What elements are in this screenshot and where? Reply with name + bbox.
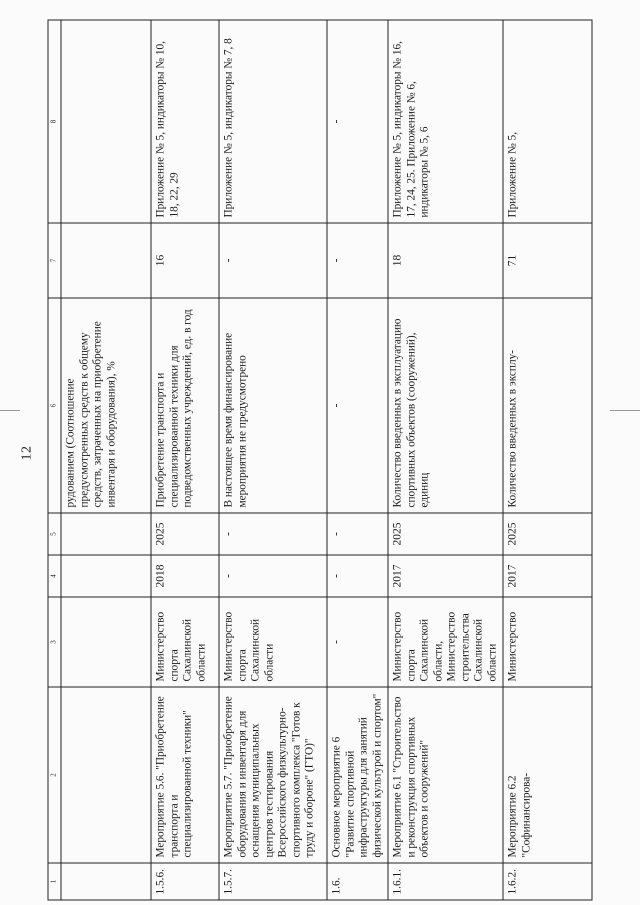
row-number: 1.5.6. bbox=[151, 863, 219, 900]
table-row bbox=[61, 20, 151, 900]
measure-name bbox=[61, 687, 151, 863]
value: - bbox=[219, 223, 327, 298]
start-year: 2017 bbox=[503, 555, 592, 597]
value: 16 bbox=[151, 223, 219, 298]
table-row bbox=[151, 20, 219, 900]
measure-name: Основное мероприятие 6 "Развитие спортивной инфраструктуры для занятий физической культурой и спортом" bbox=[327, 687, 388, 863]
rotated-table-sheet bbox=[48, 21, 593, 901]
note: Приложение № 5, индикаторы № 10, 18, 22, 29 bbox=[151, 20, 219, 223]
measures-table bbox=[48, 20, 593, 901]
row-number bbox=[61, 863, 151, 900]
start-year: 2018 bbox=[151, 555, 219, 597]
row-number: 1.6.1. bbox=[388, 863, 503, 900]
executor: Министерство спорта Сахалинской области, Министерство строительства Сахалинской области bbox=[388, 597, 503, 687]
end-year: - bbox=[327, 513, 388, 555]
table-row bbox=[388, 20, 503, 900]
table-row bbox=[503, 20, 592, 900]
note: Приложение № 5, bbox=[503, 20, 592, 223]
value: 71 bbox=[503, 223, 592, 298]
executor: Министерство спорта Сахалинской области bbox=[219, 597, 327, 687]
row-number: 1.6.2. bbox=[503, 863, 592, 900]
end-year: 2025 bbox=[503, 513, 592, 555]
executor: Министерство bbox=[503, 597, 592, 687]
header-cell: 7 bbox=[48, 223, 61, 298]
row-number: 1.6. bbox=[327, 863, 388, 900]
indicator: рудованием (Соотношение предусмотренных средств к общему средств, затраченных на приобретение инвентаря и оборудования), % bbox=[61, 298, 151, 513]
indicator: - bbox=[327, 298, 388, 513]
scan-artifact-line bbox=[610, 410, 640, 411]
measure-name: Мероприятие 6.1 "Строительство и реконструкция спортивных объектов и сооружений" bbox=[388, 687, 503, 863]
table-row bbox=[327, 20, 388, 900]
header-cell: 3 bbox=[48, 597, 61, 687]
executor: Министерство спорта Сахалинской области bbox=[151, 597, 219, 687]
executor: - bbox=[327, 597, 388, 687]
table-row bbox=[219, 20, 327, 900]
note: - bbox=[327, 20, 388, 223]
header-cell: 8 bbox=[48, 20, 61, 223]
header-cell: 4 bbox=[48, 555, 61, 597]
note: Приложение № 5, индикаторы № 16, 17, 24, 25. Приложение № 6, индикаторы № 5, 6 bbox=[388, 20, 503, 223]
end-year: 2025 bbox=[151, 513, 219, 555]
header-cell: 5 bbox=[48, 513, 61, 555]
header-cell: 1 bbox=[48, 863, 61, 900]
start-year: - bbox=[327, 555, 388, 597]
value bbox=[61, 223, 151, 298]
indicator: Количество введенных в эксплу- bbox=[503, 298, 592, 513]
row-number: 1.5.7. bbox=[219, 863, 327, 900]
start-year: - bbox=[219, 555, 327, 597]
indicator: Количество введенных в эксплуатацию спортивных объектов (сооружений), единиц bbox=[388, 298, 503, 513]
start-year: 2017 bbox=[388, 555, 503, 597]
measure-name: Мероприятие 5.6. "Приобретение транспорта и специализированной техники" bbox=[151, 687, 219, 863]
page-number: 12 bbox=[19, 445, 35, 461]
note bbox=[61, 20, 151, 223]
end-year: 2025 bbox=[388, 513, 503, 555]
measure-name: Мероприятие 5.7. "Приобретение оборудования и инвентаря для оснащения муниципальных центров тестирования Всероссийского физкультурно-спортивного комплекса "Готов к труду и обороне" (ГТО)" bbox=[219, 687, 327, 863]
measure-name: Мероприятие 6.2 "Софинансирова- bbox=[503, 687, 592, 863]
value: - bbox=[327, 223, 388, 298]
scan-artifact-line bbox=[0, 410, 20, 411]
executor bbox=[61, 597, 151, 687]
value: 18 bbox=[388, 223, 503, 298]
end-year bbox=[61, 513, 151, 555]
indicator: Приобретение транспорта и специализированной техники для подведомственных учреждений, ед. в год bbox=[151, 298, 219, 513]
header-cell: 2 bbox=[48, 687, 61, 863]
header-cell: 6 bbox=[48, 298, 61, 513]
indicator: В настоящее время финансирование мероприятия не предусмотрено bbox=[219, 298, 327, 513]
note: Приложение № 5, индикаторы № 7, 8 bbox=[219, 20, 327, 223]
header-row bbox=[48, 20, 61, 900]
end-year: - bbox=[219, 513, 327, 555]
start-year bbox=[61, 555, 151, 597]
